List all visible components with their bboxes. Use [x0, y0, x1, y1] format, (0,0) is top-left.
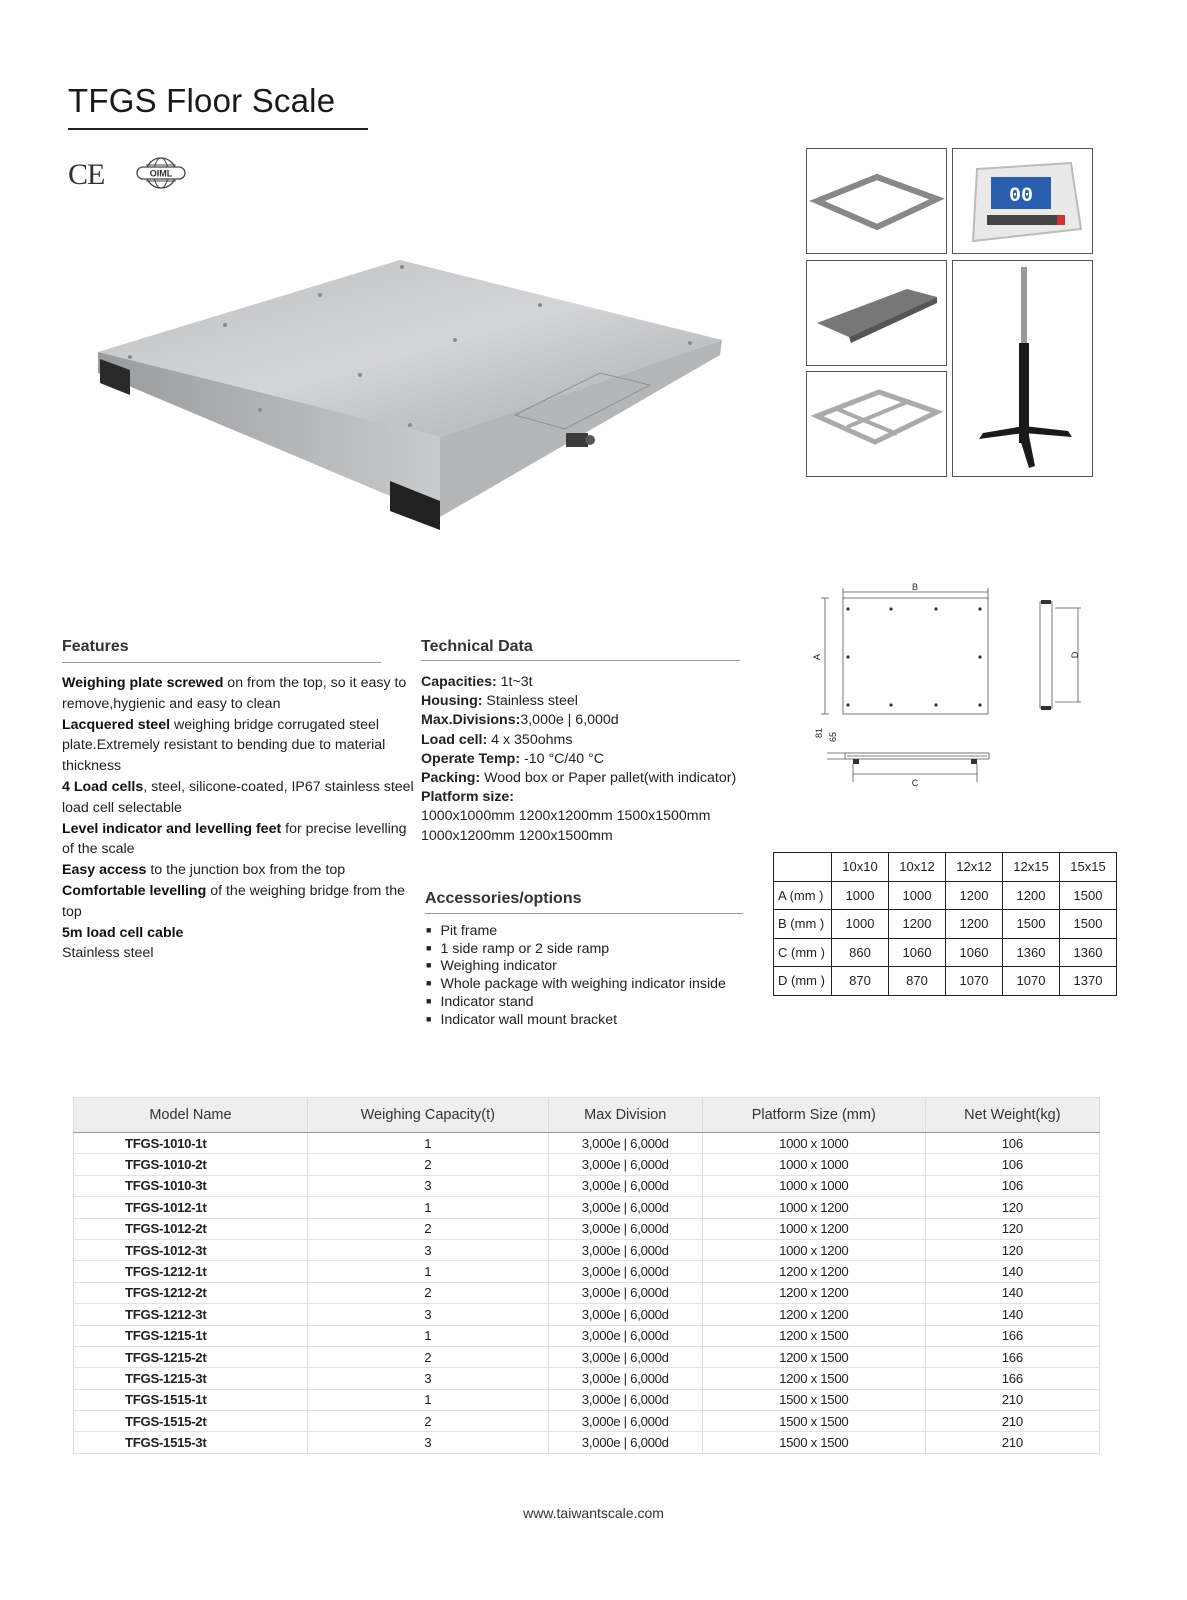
platform-size-line: 1000x1200mm 1200x1500mm — [421, 827, 613, 844]
model-table-header: Weighing Capacity(t) — [307, 1098, 548, 1133]
table-cell: 1200 x 1200 — [702, 1282, 925, 1303]
feature-text: Stainless steel — [62, 945, 154, 962]
table-row — [74, 1175, 1100, 1196]
accessories-list — [426, 923, 726, 1029]
dimension-column-header: 10x12 — [889, 853, 946, 882]
table-cell: 1 — [307, 1261, 548, 1282]
feature-bold-text: Level indicator and levelling feet — [62, 820, 282, 837]
oiml-text: OIML — [149, 168, 173, 179]
table-cell: 1200 x 1500 — [702, 1346, 925, 1367]
feature-bold-text: 4 Load cells — [62, 778, 144, 795]
technical-label: Load cell: — [421, 731, 488, 748]
technical-value: 3,000e | 6,000d — [520, 712, 619, 729]
model-name-cell: TFGS-1212-3t — [74, 1304, 308, 1325]
technical-item — [421, 711, 751, 730]
dimension-row — [774, 967, 1117, 996]
dimension-row — [774, 881, 1117, 910]
feature-item — [62, 881, 417, 923]
table-cell: 2 — [307, 1154, 548, 1175]
table-cell: 3,000e | 6,000d — [548, 1432, 702, 1453]
dimension-cell: 1000 — [832, 910, 889, 939]
technical-item — [421, 692, 751, 711]
model-table-header: Platform Size (mm) — [702, 1098, 925, 1133]
indicator-stand-thumbnail — [952, 260, 1093, 477]
technical-value: 4 x 350ohms — [487, 731, 573, 748]
table-cell: 3,000e | 6,000d — [548, 1261, 702, 1282]
dimension-cell: 1200 — [889, 910, 946, 939]
table-cell: 3 — [307, 1304, 548, 1325]
table-cell: 1000 x 1200 — [702, 1197, 925, 1218]
technical-item — [421, 673, 751, 692]
pit-frame-icon — [807, 149, 946, 253]
table-cell: 120 — [925, 1239, 1099, 1260]
accessory-item: ■ 1 side ramp or 2 side ramp — [426, 941, 726, 959]
footer-url: www.taiwantscale.com — [523, 1505, 664, 1521]
table-cell: 1000 x 1200 — [702, 1239, 925, 1260]
title-underline — [68, 128, 368, 130]
dimension-column-header: 12x12 — [946, 853, 1003, 882]
technical-value: 1t~3t — [496, 674, 533, 690]
feature-item — [62, 860, 417, 881]
dimension-cell: 1370 — [1060, 967, 1117, 996]
table-cell: 1500 x 1500 — [702, 1389, 925, 1410]
feature-bold-text: Lacquered steel — [62, 716, 171, 733]
table-cell: 210 — [925, 1389, 1099, 1410]
dim-label-c: C — [911, 778, 919, 788]
model-name-cell: TFGS-1515-2t — [74, 1411, 308, 1432]
feature-bold-text: 5m load cell cable — [62, 924, 184, 941]
feature-bold-text: Weighing plate screwed — [62, 675, 224, 691]
table-cell: 166 — [925, 1368, 1099, 1389]
table-cell: 1200 x 1500 — [702, 1368, 925, 1389]
table-cell: 3 — [307, 1368, 548, 1389]
technical-value: -10 °C/40 °C — [520, 750, 604, 767]
features-list — [62, 673, 417, 964]
dim-label-b: B — [911, 582, 919, 592]
features-heading: Features — [62, 638, 129, 655]
model-name-cell: TFGS-1515-1t — [74, 1389, 308, 1410]
dimension-row — [774, 938, 1117, 967]
pit-frame-thumbnail — [806, 148, 947, 254]
indicator-display-text: 00 — [1008, 185, 1034, 208]
model-name-cell: TFGS-1012-2t — [74, 1218, 308, 1239]
model-name-cell: TFGS-1215-2t — [74, 1346, 308, 1367]
bracket-frame-thumbnail — [806, 371, 947, 477]
dimension-cell: 1200 — [946, 881, 1003, 910]
table-row — [74, 1325, 1100, 1346]
accessories-heading: Accessories/options — [425, 890, 582, 907]
feature-item — [62, 923, 417, 944]
dimension-column-header: 12x15 — [1003, 853, 1060, 882]
feature-item — [62, 777, 417, 819]
table-cell: 3,000e | 6,000d — [548, 1175, 702, 1196]
dimension-row-label: D (mm ) — [774, 967, 832, 996]
table-cell: 1500 x 1500 — [702, 1432, 925, 1453]
table-cell: 1 — [307, 1133, 548, 1154]
feature-item — [62, 673, 417, 715]
table-cell: 3,000e | 6,000d — [548, 1239, 702, 1260]
dim-label-height-81: 81 — [814, 727, 824, 738]
feature-text: to the junction box from the top — [146, 862, 346, 879]
dimension-row — [774, 910, 1117, 939]
technical-label: Platform size: — [421, 789, 515, 806]
model-table — [73, 1097, 1100, 1454]
dimension-cell: 1070 — [946, 967, 1003, 996]
table-cell: 1200 x 1200 — [702, 1261, 925, 1282]
model-name-cell: TFGS-1215-1t — [74, 1325, 308, 1346]
table-cell: 3 — [307, 1432, 548, 1453]
technical-label: Operate Temp: — [421, 750, 521, 767]
table-cell: 120 — [925, 1197, 1099, 1218]
table-cell: 106 — [925, 1133, 1099, 1154]
dimension-header-row — [774, 853, 1117, 882]
technical-label: Max.Divisions: — [421, 712, 521, 729]
model-name-cell: TFGS-1012-3t — [74, 1239, 308, 1260]
dimension-cell: 1200 — [946, 910, 1003, 939]
technical-label: Packing: — [421, 770, 481, 787]
dimension-table — [773, 852, 1117, 996]
dimension-diagram — [805, 578, 1095, 798]
table-cell: 2 — [307, 1218, 548, 1239]
table-cell: 3,000e | 6,000d — [548, 1154, 702, 1175]
table-cell: 1000 x 1000 — [702, 1175, 925, 1196]
feature-text: on from the top, so it easy to remove,hygienic and easy to clean — [62, 675, 407, 712]
table-cell: 120 — [925, 1218, 1099, 1239]
table-cell: 3,000e | 6,000d — [548, 1304, 702, 1325]
technical-item — [421, 769, 751, 788]
table-cell: 3,000e | 6,000d — [548, 1218, 702, 1239]
feature-bold-text: Easy access — [62, 862, 147, 879]
table-row — [74, 1133, 1100, 1154]
accessory-item: ■ Indicator stand — [426, 994, 726, 1012]
dimension-row-label: C (mm ) — [774, 938, 832, 967]
features-divider — [62, 662, 381, 663]
dimension-cell: 1500 — [1060, 881, 1117, 910]
technical-item — [421, 750, 751, 769]
table-cell: 1 — [307, 1389, 548, 1410]
dimension-cell: 1060 — [946, 938, 1003, 967]
dimension-cell: 870 — [832, 967, 889, 996]
page-title: TFGS Floor Scale — [68, 82, 336, 119]
table-row — [74, 1346, 1100, 1367]
dim-label-height-65: 65 — [828, 731, 838, 742]
table-cell: 3 — [307, 1239, 548, 1260]
table-row — [74, 1282, 1100, 1303]
table-cell: 3,000e | 6,000d — [548, 1325, 702, 1346]
accessory-item: ■ Weighing indicator — [426, 958, 726, 976]
dimension-cell: 1000 — [832, 881, 889, 910]
ramp-icon — [807, 261, 946, 365]
technical-heading: Technical Data — [421, 638, 533, 655]
dimension-cell: 1360 — [1060, 938, 1117, 967]
technical-value: Stainless steel — [482, 693, 578, 710]
table-cell: 2 — [307, 1282, 548, 1303]
table-row — [74, 1218, 1100, 1239]
technical-divider — [421, 660, 740, 661]
table-row — [74, 1197, 1100, 1218]
model-name-cell: TFGS-1012-1t — [74, 1197, 308, 1218]
accessories-divider — [425, 913, 743, 914]
oiml-mark-icon — [135, 155, 187, 191]
technical-item — [421, 731, 751, 750]
table-cell: 1000 x 1000 — [702, 1133, 925, 1154]
table-cell: 3,000e | 6,000d — [548, 1346, 702, 1367]
table-row — [74, 1304, 1100, 1325]
dimension-column-header: 15x15 — [1060, 853, 1117, 882]
table-row — [74, 1432, 1100, 1453]
table-cell: 1200 x 1200 — [702, 1304, 925, 1325]
table-cell: 140 — [925, 1261, 1099, 1282]
table-cell: 2 — [307, 1411, 548, 1432]
accessory-item: ■ Pit frame — [426, 923, 726, 941]
table-cell: 166 — [925, 1325, 1099, 1346]
table-cell: 3,000e | 6,000d — [548, 1389, 702, 1410]
table-cell: 1 — [307, 1197, 548, 1218]
table-cell: 3,000e | 6,000d — [548, 1133, 702, 1154]
dimension-cell: 1200 — [1003, 881, 1060, 910]
table-cell: 210 — [925, 1432, 1099, 1453]
model-table-header: Max Division — [548, 1098, 702, 1133]
feature-text: for precise levelling of the scale — [62, 820, 407, 858]
table-cell: 1200 x 1500 — [702, 1325, 925, 1346]
table-cell: 3,000e | 6,000d — [548, 1368, 702, 1389]
dimension-cell: 1000 — [889, 881, 946, 910]
feature-item — [62, 819, 417, 861]
model-name-cell: TFGS-1010-3t — [74, 1175, 308, 1196]
feature-item — [62, 715, 417, 777]
table-cell: 3,000e | 6,000d — [548, 1197, 702, 1218]
table-row — [74, 1368, 1100, 1389]
dimension-cell: 1060 — [889, 938, 946, 967]
table-row — [74, 1261, 1100, 1282]
table-cell: 3,000e | 6,000d — [548, 1282, 702, 1303]
dim-label-a: A — [812, 653, 822, 661]
table-cell: 3,000e | 6,000d — [548, 1411, 702, 1432]
table-cell: 2 — [307, 1346, 548, 1367]
feature-item — [62, 943, 417, 964]
table-row — [74, 1239, 1100, 1260]
ce-mark-icon: CE — [68, 158, 105, 191]
feature-text: , steel, silicone-coated, IP67 stainless steel load cell selectable — [62, 778, 414, 816]
table-cell: 1 — [307, 1325, 548, 1346]
dimension-cell: 1500 — [1060, 910, 1117, 939]
dimension-column-header: 10x10 — [832, 853, 889, 882]
dimension-cell: 1360 — [1003, 938, 1060, 967]
weighing-indicator-icon — [953, 149, 1092, 253]
technical-list — [421, 673, 751, 846]
dimension-row-label: B (mm ) — [774, 910, 832, 939]
dimension-cell: 870 — [889, 967, 946, 996]
table-cell: 3 — [307, 1175, 548, 1196]
table-cell: 1500 x 1500 — [702, 1411, 925, 1432]
model-name-cell: TFGS-1010-1t — [74, 1133, 308, 1154]
dimension-corner-cell — [774, 853, 832, 882]
platform-size-line: 1000x1000mm 1200x1200mm 1500x1500mm — [421, 808, 711, 825]
model-name-cell: TFGS-1215-3t — [74, 1368, 308, 1389]
table-cell: 166 — [925, 1346, 1099, 1367]
indicator-stand-icon — [953, 261, 1092, 476]
dimension-cell: 860 — [832, 938, 889, 967]
accessory-item: ■ Indicator wall mount bracket — [426, 1012, 726, 1030]
table-cell: 140 — [925, 1304, 1099, 1325]
technical-label: Capacities: — [421, 674, 497, 690]
table-cell: 106 — [925, 1175, 1099, 1196]
table-cell: 106 — [925, 1154, 1099, 1175]
table-row — [74, 1411, 1100, 1432]
model-name-cell: TFGS-1212-2t — [74, 1282, 308, 1303]
table-row — [74, 1154, 1100, 1175]
dimension-row-label: A (mm ) — [774, 881, 832, 910]
feature-text: weighing bridge corrugated steel plate.Extremely resistant to bending due to material thickness — [62, 716, 386, 775]
weighing-indicator-thumbnail — [952, 148, 1093, 254]
feature-bold-text: Comfortable levelling — [62, 882, 207, 899]
feature-text: of the weighing bridge from the top — [62, 882, 406, 920]
floor-scale-image — [90, 255, 730, 535]
model-table-header: Net Weight(kg) — [925, 1098, 1099, 1133]
dimension-cell: 1070 — [1003, 967, 1060, 996]
accessory-item: ■ Whole package with weighing indicator inside — [426, 976, 726, 994]
ramp-thumbnail — [806, 260, 947, 366]
technical-value: Wood box or Paper pallet(with indicator) — [480, 770, 737, 787]
model-name-cell: TFGS-1515-3t — [74, 1432, 308, 1453]
technical-item — [421, 788, 751, 807]
bracket-frame-icon — [807, 372, 946, 476]
model-name-cell: TFGS-1212-1t — [74, 1261, 308, 1282]
table-cell: 1000 x 1000 — [702, 1154, 925, 1175]
table-cell: 1000 x 1200 — [702, 1218, 925, 1239]
table-cell: 210 — [925, 1411, 1099, 1432]
model-name-cell: TFGS-1010-2t — [74, 1154, 308, 1175]
dimension-cell: 1500 — [1003, 910, 1060, 939]
dim-label-d: D — [1070, 651, 1080, 659]
model-table-header: Model Name — [74, 1098, 308, 1133]
table-cell: 140 — [925, 1282, 1099, 1303]
technical-label: Housing: — [421, 693, 483, 710]
table-row — [74, 1389, 1100, 1410]
